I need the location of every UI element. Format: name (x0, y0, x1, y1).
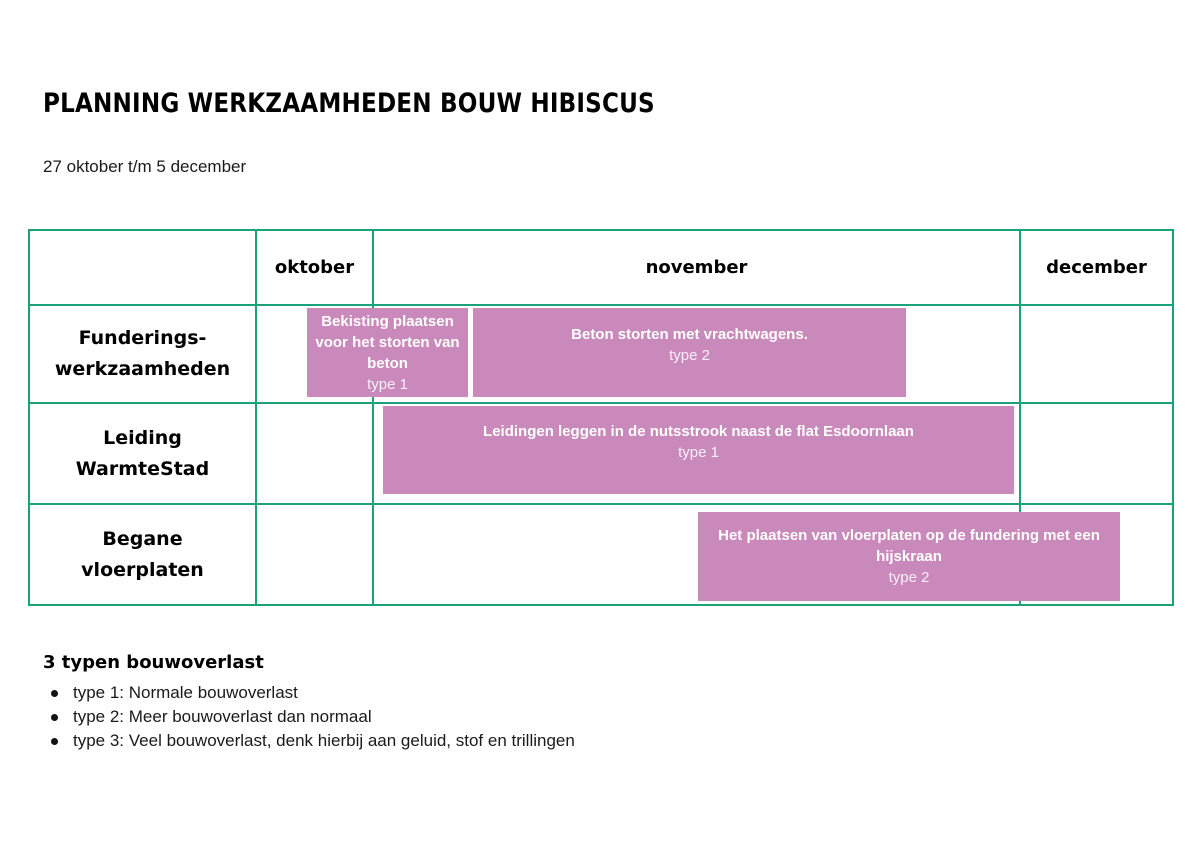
legend-item-text: type 2: Meer bouwoverlast dan normaal (73, 707, 372, 726)
row-label-line: Leiding (103, 426, 182, 449)
table-border-bottom (28, 604, 1174, 606)
table-border-right (1172, 229, 1174, 606)
task-type: type 2 (669, 347, 710, 364)
legend-title: 3 typen bouwoverlast (43, 652, 264, 673)
task-bar-bekisting (307, 308, 468, 397)
row-label-funderingswerkzaamheden (30, 306, 255, 402)
row-label-line: Begane (102, 527, 183, 550)
page-title: PLANNING WERKZAAMHEDEN BOUW HIBISCUS (43, 88, 655, 119)
bullet-icon (51, 690, 58, 697)
month-header-december: december (1046, 257, 1147, 278)
row-label-line: WarmteStad (75, 457, 210, 480)
legend-list (43, 681, 575, 753)
task-type: type 2 (888, 569, 930, 586)
task-text: Het plaatsen van vloerplaten op de fundering met een hijskraan (718, 527, 1100, 565)
date-range: 27 oktober t/m 5 december (43, 157, 247, 176)
bullet-icon (51, 738, 58, 745)
row-label-line: vloerplaten (81, 558, 204, 581)
legend-item (43, 681, 575, 705)
task-text: Beton storten met vrachtwagens. (571, 326, 808, 343)
legend-item (43, 705, 575, 729)
task-type: type 1 (367, 375, 408, 393)
task-type: type 1 (678, 444, 719, 461)
bullet-icon (51, 714, 58, 721)
row-label-leiding-warmtestad (30, 404, 255, 503)
row-label-line: Funderings- (78, 327, 207, 349)
task-bar-beton-storten (473, 308, 906, 397)
row-label-line: werkzaamheden (54, 358, 231, 380)
task-text: Leidingen leggen in de nutsstrook naast de flat Esdoornlaan (483, 423, 914, 440)
task-bar-leidingen (383, 406, 1014, 494)
month-header-november: november (645, 257, 748, 278)
legend-item-text: type 3: Veel bouwoverlast, denk hierbij aan geluid, stof en trillingen (73, 731, 575, 750)
task-bar-vloerplaten (698, 512, 1120, 601)
task-text: Bekisting plaatsen voor het storten van beton (315, 312, 460, 372)
legend-item (43, 729, 575, 753)
month-header-oktober: oktober (274, 257, 355, 278)
legend-item-text: type 1: Normale bouwoverlast (73, 683, 298, 702)
row-label-begane-vloerplaten (30, 505, 255, 604)
